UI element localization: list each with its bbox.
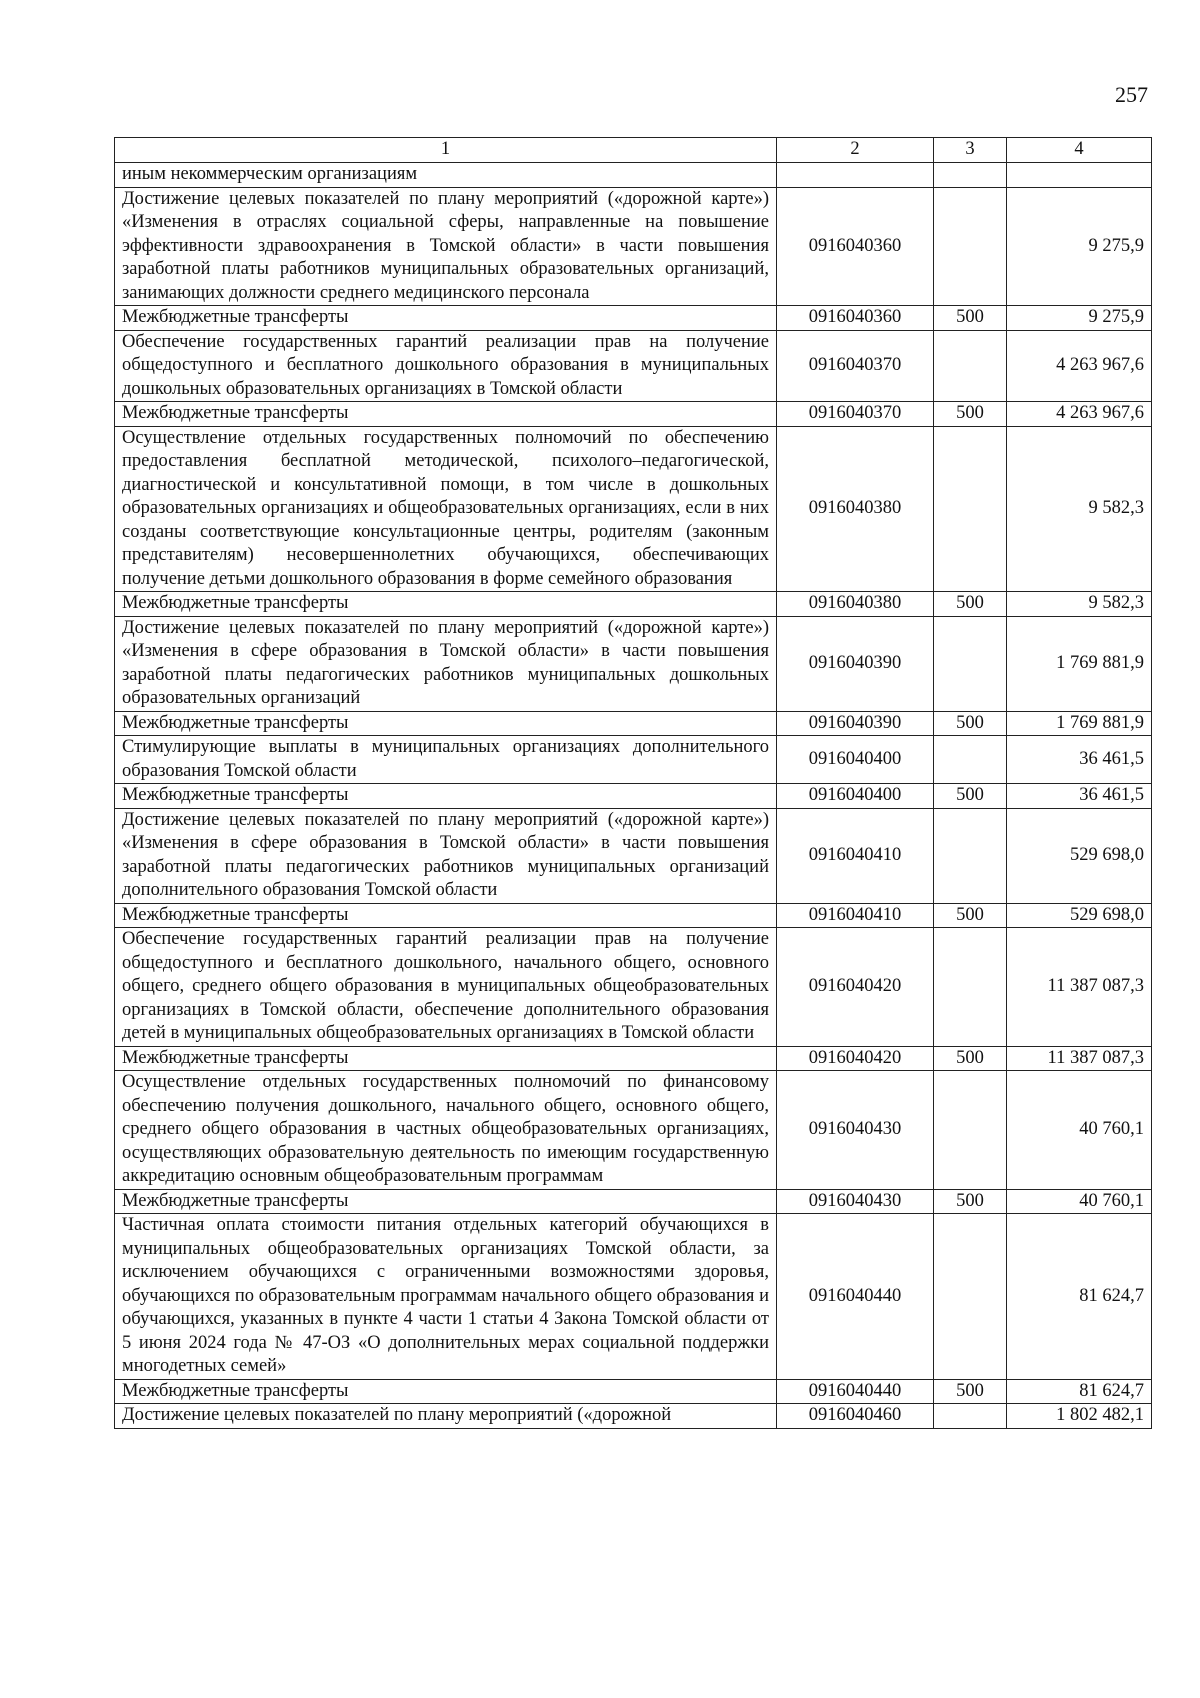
- row-name-cell: Межбюджетные трансферты: [115, 1046, 777, 1071]
- budget-table: [114, 137, 1152, 1429]
- header-cell-name: 1: [115, 138, 777, 163]
- row-type-cell: 500: [934, 1189, 1007, 1214]
- row-amount-cell: 529 698,0: [1007, 808, 1152, 903]
- table-row: [115, 306, 1152, 331]
- row-type-cell: [934, 426, 1007, 592]
- row-code-cell: 0916040360: [777, 306, 934, 331]
- table-row: [115, 187, 1152, 306]
- table-row: [115, 1189, 1152, 1214]
- row-name-cell: Обеспечение государственных гарантий реализации прав на получение общедоступного и бесплатного дошкольного образования в муниципальных дошкольных образовательных организациях в Томской области: [115, 330, 777, 402]
- row-type-cell: [934, 163, 1007, 188]
- row-code-cell: 0916040420: [777, 928, 934, 1047]
- table-row: [115, 1071, 1152, 1190]
- row-amount-cell: 4 263 967,6: [1007, 330, 1152, 402]
- row-type-cell: [934, 187, 1007, 306]
- table-row: [115, 1404, 1152, 1429]
- row-name-cell: Осуществление отдельных государственных полномочий по обеспечению предоставления бесплатной методической, психолого–педагогической, диагностической и консультативной помощи, в том числе в дошкольных образовательных организациях и общеобразовательных организациях, если в них созданы соответствующие консультационные центры, родителям (законным представителям) несовершеннолетних обучающихся, обеспечивающих получение детьми дошкольного образования в форме семейного образования: [115, 426, 777, 592]
- row-amount-cell: 11 387 087,3: [1007, 1046, 1152, 1071]
- row-name-cell: Стимулирующие выплаты в муниципальных организациях дополнительного образования Томской области: [115, 736, 777, 784]
- row-name-cell: Межбюджетные трансферты: [115, 1189, 777, 1214]
- row-amount-cell: 9 582,3: [1007, 426, 1152, 592]
- table-row: [115, 592, 1152, 617]
- row-name-cell: Достижение целевых показателей по плану мероприятий («дорожной карте») «Изменения в сфере образования в Томской области» в части повышения заработной платы педагогических работников муниципальных организаций дополнительного образования Томской области: [115, 808, 777, 903]
- row-type-cell: 500: [934, 711, 1007, 736]
- row-name-cell: Межбюджетные трансферты: [115, 784, 777, 809]
- table-row: [115, 736, 1152, 784]
- row-name-cell: Межбюджетные трансферты: [115, 592, 777, 617]
- row-code-cell: 0916040380: [777, 592, 934, 617]
- table-row: [115, 1214, 1152, 1380]
- row-name-cell: Достижение целевых показателей по плану мероприятий («дорожной карте») «Изменения в отраслях социальной сферы, направленные на повышение эффективности здравоохранения в Томской области» в части повышения заработной платы работников муниципальных образовательных организаций, занимающих должности среднего медицинского персонала: [115, 187, 777, 306]
- row-amount-cell: 529 698,0: [1007, 903, 1152, 928]
- row-type-cell: [934, 928, 1007, 1047]
- header-cell-type: 3: [934, 138, 1007, 163]
- row-amount-cell: [1007, 163, 1152, 188]
- row-code-cell: 0916040370: [777, 330, 934, 402]
- row-code-cell: 0916040360: [777, 187, 934, 306]
- row-name-cell: Осуществление отдельных государственных полномочий по финансовому обеспечению получения дошкольного, начального общего, основного общего, среднего общего образования в частных общеобразовательных организациях, осуществляющих образовательную деятельность по имеющим государственную аккредитацию основным общеобразовательным программам: [115, 1071, 777, 1190]
- row-amount-cell: 1 769 881,9: [1007, 711, 1152, 736]
- row-name-cell: Межбюджетные трансферты: [115, 711, 777, 736]
- table-row: [115, 426, 1152, 592]
- row-type-cell: [934, 616, 1007, 711]
- row-type-cell: [934, 330, 1007, 402]
- table-row: [115, 808, 1152, 903]
- row-code-cell: 0916040460: [777, 1404, 934, 1429]
- row-amount-cell: 81 624,7: [1007, 1379, 1152, 1404]
- table-row: [115, 616, 1152, 711]
- row-code-cell: 0916040420: [777, 1046, 934, 1071]
- row-type-cell: [934, 808, 1007, 903]
- row-type-cell: 500: [934, 306, 1007, 331]
- row-name-cell: Межбюджетные трансферты: [115, 306, 777, 331]
- table-row: [115, 1379, 1152, 1404]
- row-type-cell: 500: [934, 592, 1007, 617]
- row-amount-cell: 9 582,3: [1007, 592, 1152, 617]
- row-code-cell: 0916040430: [777, 1071, 934, 1190]
- row-amount-cell: 40 760,1: [1007, 1071, 1152, 1190]
- row-type-cell: [934, 1404, 1007, 1429]
- header-row: [115, 138, 1152, 163]
- table-row: [115, 784, 1152, 809]
- row-code-cell: 0916040440: [777, 1214, 934, 1380]
- row-code-cell: 0916040430: [777, 1189, 934, 1214]
- row-code-cell: 0916040400: [777, 784, 934, 809]
- row-type-cell: 500: [934, 1046, 1007, 1071]
- row-amount-cell: 9 275,9: [1007, 187, 1152, 306]
- row-code-cell: 0916040410: [777, 808, 934, 903]
- row-type-cell: 500: [934, 903, 1007, 928]
- row-code-cell: 0916040410: [777, 903, 934, 928]
- row-name-cell: Межбюджетные трансферты: [115, 903, 777, 928]
- row-amount-cell: 11 387 087,3: [1007, 928, 1152, 1047]
- table-row: [115, 163, 1152, 188]
- row-name-cell: Межбюджетные трансферты: [115, 402, 777, 427]
- row-code-cell: 0916040440: [777, 1379, 934, 1404]
- row-amount-cell: 36 461,5: [1007, 736, 1152, 784]
- row-code-cell: 0916040390: [777, 616, 934, 711]
- row-code-cell: 0916040370: [777, 402, 934, 427]
- table-row: [115, 928, 1152, 1047]
- row-type-cell: 500: [934, 402, 1007, 427]
- row-name-cell: Межбюджетные трансферты: [115, 1379, 777, 1404]
- row-amount-cell: 1 802 482,1: [1007, 1404, 1152, 1429]
- row-type-cell: [934, 1071, 1007, 1190]
- row-amount-cell: 81 624,7: [1007, 1214, 1152, 1380]
- row-name-cell: Достижение целевых показателей по плану мероприятий («дорожной: [115, 1404, 777, 1429]
- row-code-cell: 0916040390: [777, 711, 934, 736]
- header-cell-code: 2: [777, 138, 934, 163]
- row-name-cell: иным некоммерческим организациям: [115, 163, 777, 188]
- table-row: [115, 711, 1152, 736]
- table-row: [115, 903, 1152, 928]
- page-number: 257: [1115, 82, 1148, 107]
- row-code-cell: [777, 163, 934, 188]
- table-row: [115, 1046, 1152, 1071]
- row-type-cell: 500: [934, 784, 1007, 809]
- header-cell-amount: 4: [1007, 138, 1152, 163]
- row-amount-cell: 9 275,9: [1007, 306, 1152, 331]
- table-row: [115, 330, 1152, 402]
- row-amount-cell: 40 760,1: [1007, 1189, 1152, 1214]
- row-name-cell: Обеспечение государственных гарантий реализации прав на получение общедоступного и бесплатного дошкольного, начального общего, основного общего, среднего общего образования в муниципальных общеобразовательных организациях в Томской области, обеспечение дополнительного образования детей в муниципальных общеобразовательных организациях в Томской области: [115, 928, 777, 1047]
- row-amount-cell: 36 461,5: [1007, 784, 1152, 809]
- row-amount-cell: 4 263 967,6: [1007, 402, 1152, 427]
- row-code-cell: 0916040400: [777, 736, 934, 784]
- row-type-cell: [934, 1214, 1007, 1380]
- row-amount-cell: 1 769 881,9: [1007, 616, 1152, 711]
- table-row: [115, 402, 1152, 427]
- row-type-cell: 500: [934, 1379, 1007, 1404]
- row-name-cell: Частичная оплата стоимости питания отдельных категорий обучающихся в муниципальных общеобразовательных организациях Томской области, за исключением обучающихся с ограниченными возможностями здоровья, обучающихся по образовательным программам начального общего образования и обучающихся, указанных в пункте 4 части 1 статьи 4 Закона Томской области от 5 июня 2024 года № 47-ОЗ «О дополнительных мерах социальной поддержки многодетных семей»: [115, 1214, 777, 1380]
- row-name-cell: Достижение целевых показателей по плану мероприятий («дорожной карте») «Изменения в сфере образования в Томской области» в части повышения заработной платы педагогических работников муниципальных дошкольных образовательных организаций: [115, 616, 777, 711]
- row-type-cell: [934, 736, 1007, 784]
- row-code-cell: 0916040380: [777, 426, 934, 592]
